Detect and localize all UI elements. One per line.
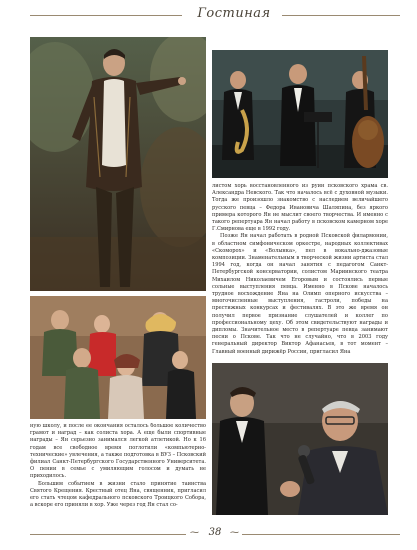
paragraph: Позже Ян начал работать в родной Псковской филармонии, в областном симфоническом оркестре, народных коллективах «Скоморох» и «Волынка», пел в вокально-джазовые композиции. Знаменательным в творческой жизни артиста стал 1994 год, когда он начал занятия с педагогом Санкт-Петербургской консерватории, солистом Мариинского театра Михаилом Николаевичем Егоровым и состоялись первые сольные выступления певца. Именно в Пскове началось трудное восхождение Яна на Олимп оперного искусства – многочисленные выступления, гастроли, победы на престижных конкурсах и фестивалях. В это же время он получил первое признание слушателей и коллег по профессиональному цеху. Об этом свидетельствуют награды и дипломы. Значительное место в репертуаре певца занимают песни о Пскове. Так что не случайно, что в 2003 году генеральный директор Виктор Афанасьев, в тот момент – Главный военный дирижёр России, пригласил Яна [212, 233, 388, 355]
paragraph: ную школу, и после ее окончания осталось большое количество грамот и наград – как солиста хора. А еще были спортивные награды – Ян серьезно занимался легкой атлетикой. Но к 16 годам все свободное время поглотили «компьютерно-технические» увлечения, а также подготовка в ВУЗ – Псковский филиал Санкт-Петербургского Государственного Университета. О пении в семье с умиляющим голосом и думать не приходилось. [30, 423, 206, 480]
paragraph: Большим событием в жизни стало принятие таинства Святого Крещения. Крестный отец Яна, священник, пригласил его стать чтецом кафедрального псковского Троицкого Собора, а вскоре его приняли в хор. Уже через год Ян стал со- [30, 480, 206, 509]
paragraph: листом хорь восстановленного из руин псковского храма св. Александра Невского. Так что началось всё с духовной музыки. Тогда же произошло знакомство с наследием величайшего русского певца – Федора Ивановича Шаляпина, без яркого примера которого Ян не мыслит своего творчества. И именно с такого репертуара Ян начал работу в псковском камерном хоре Г.Смирнова еще в 1992 году. [212, 183, 388, 233]
footer-rule-left [30, 534, 186, 535]
photo-musicians [212, 50, 388, 178]
section-title: Гостиная [197, 6, 271, 21]
photo-singer-costume [30, 37, 206, 291]
article-text-right-column [212, 183, 388, 359]
page-footer [30, 527, 400, 541]
header-rule-left [30, 15, 182, 16]
page-number: 38 [208, 527, 222, 538]
photo-interview-microphone [212, 363, 388, 515]
ornament-icon: ⁓ [190, 528, 199, 538]
ornament-icon: ⁓ [230, 528, 239, 538]
footer-rule-right [242, 534, 400, 535]
article-text-left-column [30, 423, 206, 517]
header-rule-right [282, 15, 400, 16]
page-header [30, 6, 400, 24]
photo-group-celebration [30, 296, 206, 419]
